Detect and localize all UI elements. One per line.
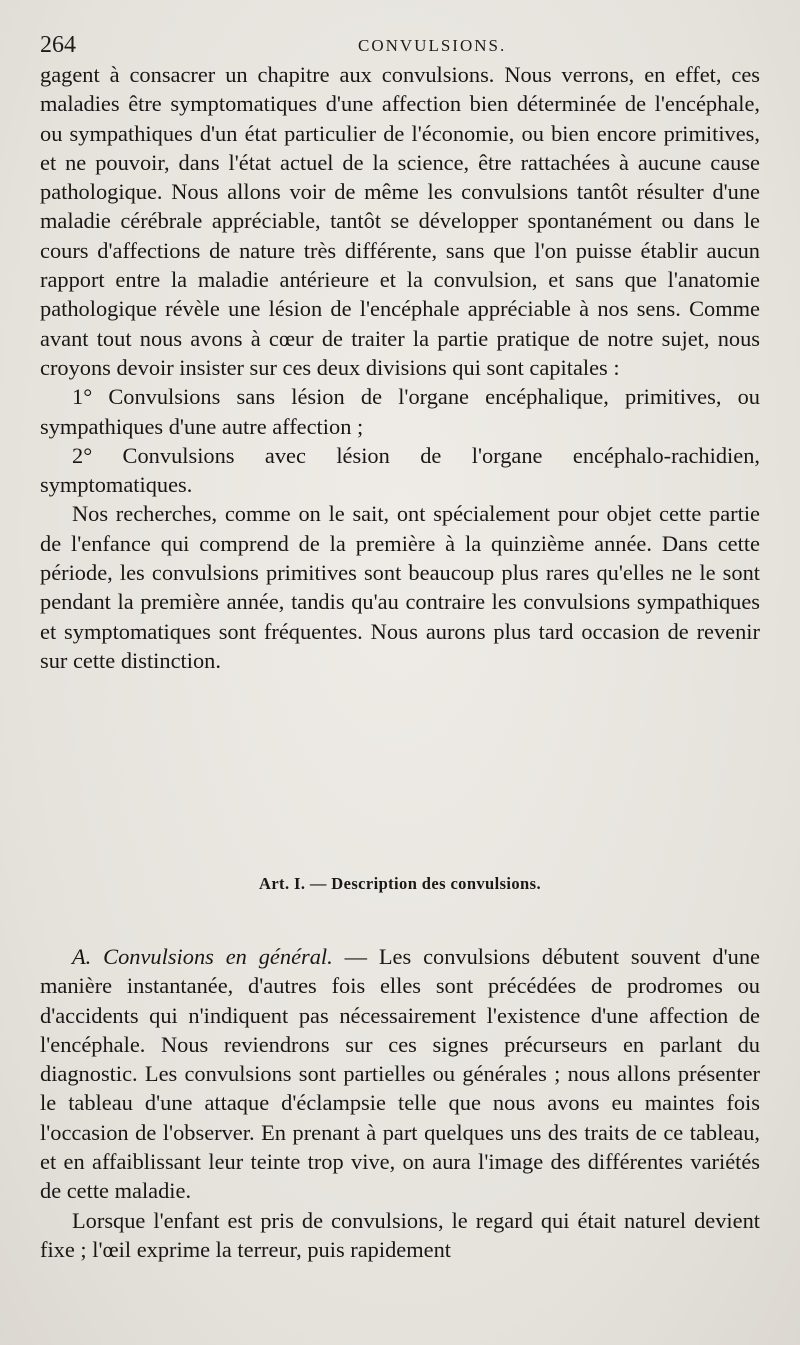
paragraph-research-scope: Nos recherches, comme on le sait, ont spécialement pour objet cette partie de l'enfance qui comprend de la première à la quinzième année. Dans cette période, les convulsions primitives sont beaucoup plus rares qu'elles ne le sont pendant la première année, tandis qu'au contraire les convulsions sympathiques et symptomatiques sont fréquentes. Nous aurons plus tard occasion de revenir sur cette distinction. — [40, 501, 760, 673]
paragraph-general-convulsions — [40, 942, 760, 1206]
running-head: CONVULSIONS. — [358, 36, 507, 55]
section-heading: Art. I. — Description des convulsions. — [259, 874, 541, 893]
page-number: 264 — [40, 32, 76, 58]
text-block-upper — [40, 60, 760, 675]
subsection-lead: A. Convulsions en général. — [72, 944, 333, 969]
list-item-second-division: 2° Convulsions avec lésion de l'organe encéphalo-rachidien, symptomatiques. — [40, 442, 760, 498]
list-item-first-division: 1° Convulsions sans lésion de l'organe encéphalique, primitives, ou sympathiques d'une autre affection ; — [40, 384, 760, 439]
text-block-lower — [40, 942, 760, 1264]
paragraph-onset: Lorsque l'enfant est pris de convulsions, le regard qui était naturel devient fixe ; l'œil exprime la terreur, puis rapidement — [40, 1207, 760, 1262]
page-header — [40, 30, 760, 64]
paragraph-intro: gagent à consacrer un chapitre aux convulsions. Nous verrons, en effet, ces maladies être symptomatiques d'une affection bien déterminée de l'encéphale, ou sympathiques d'un état particulier de l'économie, ou bien encore primitives, et ne pouvoir, dans l'état actuel de la science, être rattachées à aucune cause pathologique. Nous allons voir de même les convulsions tantôt résulter d'une maladie cérébrale appréciable, tantôt se développer spontanément ou dans le cours d'affections de nature très différente, sans que l'on puisse établir aucun rapport entre la maladie antérieure et la convulsion, et sans que l'anatomie pathologique révèle une lésion de l'encéphale appréciable à nos sens. Comme avant tout nous avons à cœur de traiter la partie pratique de notre sujet, nous croyons devoir insister sur ces deux divisions qui sont capitales : — [40, 62, 760, 380]
paragraph-general-convulsions-text: — Les convulsions débutent souvent d'une manière instantanée, d'autres fois elles sont précédées de prodromes ou d'accidents qui n'indiquent pas nécessairement l'existence d'une affection de l'encéphale. Nous reviendrons sur ces signes précurseurs en parlant du diagnostic. Les convulsions sont partielles ou générales ; nous allons présenter le tableau d'une attaque d'éclampsie telle que nous avons eu maintes fois l'occasion de l'observer. En prenant à part quelques uns des traits de ce tableau, et en affaiblissant leur teinte trop vive, on aura l'image des différentes variétés de cette maladie. — [40, 944, 760, 1204]
